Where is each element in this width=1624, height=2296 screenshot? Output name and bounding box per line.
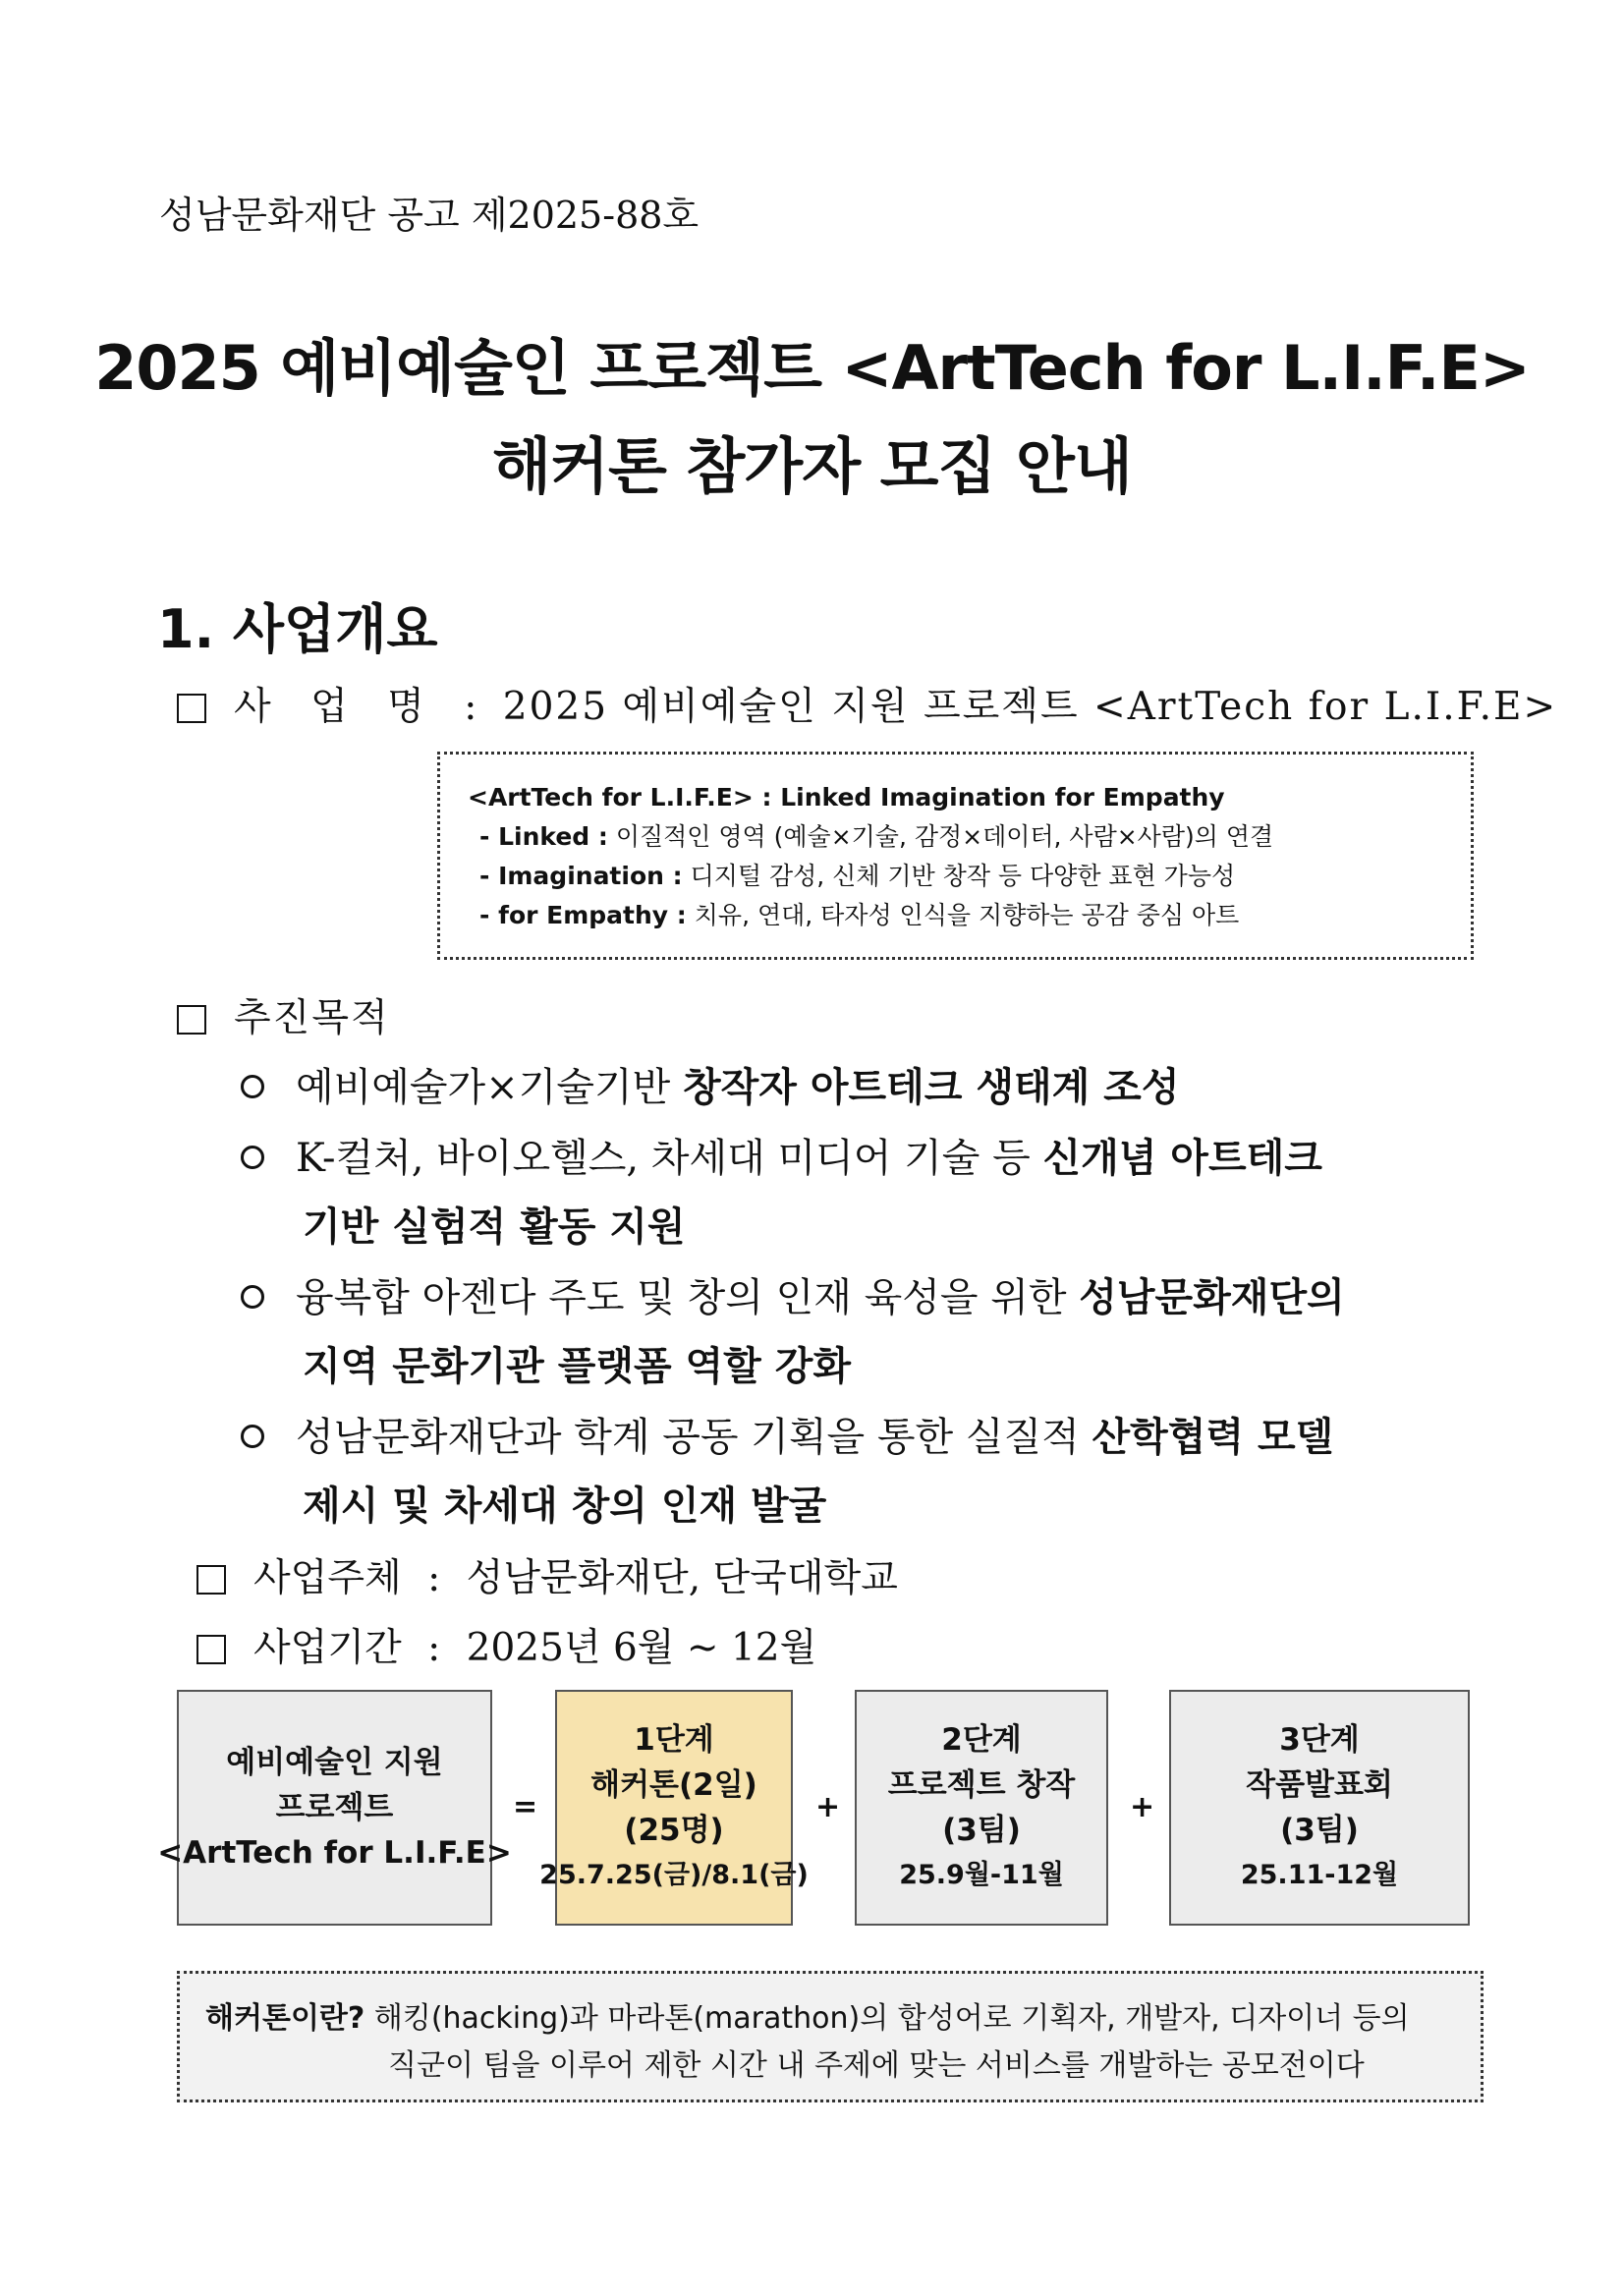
- stage3-date: 25.11-12월: [1240, 1860, 1399, 1890]
- business-name-row: [177, 676, 1557, 731]
- stage3-name: 작품발표회: [1246, 1767, 1393, 1803]
- definition-text: 디지털 감성, 신체 기반 창작 등 다양한 표현 가능성: [690, 862, 1236, 890]
- purpose-item: [241, 1406, 1333, 1462]
- stage1-box: [539, 1690, 809, 1926]
- circle-bullet-icon: [241, 1146, 264, 1169]
- host-row: [196, 1547, 898, 1602]
- purpose-item-continuation: 기반 실험적 활동 지원: [303, 1204, 686, 1250]
- program-box: [157, 1690, 512, 1926]
- stage1-date: 25.7.25(금)/8.1(금): [539, 1860, 809, 1890]
- purpose-row: [177, 987, 390, 1042]
- purpose-label: 추진목적: [234, 996, 390, 1040]
- hackathon-note-text: 해킹(hacking)과 마라톤(marathon)의 합성어로 기획자, 개발자, 디자이너 등의: [373, 2001, 1410, 2036]
- circle-bullet-icon: [241, 1075, 264, 1098]
- period-value: 2025년 6월 ~ 12월: [466, 1626, 817, 1670]
- notice-number: 성남문화재단 공고 제2025-88호: [159, 194, 700, 237]
- stage1-name: 해커톤(2일): [590, 1767, 757, 1803]
- purpose-item-emphasis: 산학협력 모델: [1092, 1415, 1334, 1460]
- plus-sign: +: [815, 1790, 841, 1824]
- purpose-item-emphasis: 신개념 아트테크: [1042, 1136, 1322, 1181]
- purpose-item: [241, 1127, 1322, 1183]
- hackathon-note-label: 해커톤이란?: [205, 2001, 365, 2036]
- business-name-value: 2025 예비예술인 지원 프로젝트 <ArtTech for L.I.F.E>: [502, 685, 1558, 729]
- stage1-title: 1단계: [634, 1722, 714, 1758]
- hackathon-note-line1: [205, 1993, 1410, 2037]
- definition-item: [468, 817, 1471, 857]
- host-label: 사업주체: [253, 1556, 402, 1600]
- checkbox-square-icon: [177, 1005, 206, 1035]
- purpose-item-continuation: 제시 및 차세대 창의 인재 발굴: [303, 1484, 827, 1529]
- business-name-label: 사 업 명: [234, 685, 438, 729]
- page-title-line1: 2025 예비예술인 프로젝트 <ArtTech for L.I.F.E>: [94, 332, 1530, 404]
- checkbox-square-icon: [196, 1635, 226, 1664]
- definition-header: <ArtTech for L.I.F.E> : Linked Imagination for Empathy: [468, 783, 1225, 812]
- stage3-title: 3단계: [1279, 1722, 1360, 1758]
- stage2-size: (3팀): [942, 1813, 1021, 1848]
- definition-key: - Linked :: [479, 822, 608, 851]
- period-row: [196, 1617, 816, 1672]
- equals-sign: =: [513, 1790, 538, 1824]
- stage2-name: 프로젝트 창작: [887, 1767, 1076, 1803]
- plus-sign: +: [1130, 1790, 1155, 1824]
- hackathon-note-box: [177, 1971, 1484, 2102]
- purpose-item: [241, 1266, 1345, 1322]
- purpose-item-emphasis: 성남문화재단의: [1079, 1275, 1345, 1320]
- purpose-item-emphasis: 창작자 아트테크 생태계 조성: [683, 1065, 1180, 1110]
- definition-key: - Imagination :: [479, 862, 683, 890]
- purpose-item-text: 융복합 아젠다 주도 및 창의 인재 육성을 위한: [296, 1275, 1080, 1320]
- purpose-item: [241, 1056, 1179, 1112]
- checkbox-square-icon: [196, 1565, 226, 1595]
- period-label: 사업기간: [253, 1626, 402, 1670]
- host-value: 성남문화재단, 단국대학교: [466, 1556, 898, 1600]
- definition-text: 치유, 연대, 타자성 인식을 지향하는 공감 중심 아트: [694, 901, 1240, 929]
- circle-bullet-icon: [241, 1285, 264, 1309]
- definition-key: - for Empathy :: [479, 901, 687, 929]
- period-separator: :: [427, 1626, 441, 1670]
- purpose-item-continuation: 지역 문화기관 플랫폼 역할 강화: [303, 1344, 852, 1389]
- host-separator: :: [427, 1556, 441, 1600]
- business-name-separator: :: [464, 685, 477, 729]
- stage3-box: [1169, 1690, 1470, 1926]
- definition-item: [468, 896, 1471, 935]
- page-title-line2: 해커톤 참가자 모집 안내: [492, 430, 1132, 502]
- stage2-box: [855, 1690, 1108, 1926]
- definition-text: 이질적인 영역 (예술×기술, 감정×데이터, 사람×사람)의 연결: [615, 822, 1274, 851]
- program-line1: 예비예술인 지원: [226, 1745, 443, 1780]
- checkbox-square-icon: [177, 694, 206, 723]
- stage2-date: 25.9월-11월: [899, 1860, 1064, 1890]
- circle-bullet-icon: [241, 1425, 264, 1448]
- definition-box: [437, 752, 1474, 960]
- purpose-item-text: K-컬처, 바이오헬스, 차세대 미디어 기술 등: [296, 1136, 1043, 1181]
- stage1-size: (25명): [624, 1813, 724, 1848]
- stage2-title: 2단계: [941, 1722, 1022, 1758]
- program-line2: 프로젝트: [275, 1790, 394, 1825]
- definition-item: [468, 857, 1471, 896]
- purpose-item-text: 예비예술가×기술기반: [296, 1065, 683, 1110]
- section-heading: 1. 사업개요: [157, 598, 438, 660]
- hackathon-note-line2: 직군이 팀을 이루어 제한 시간 내 주제에 맞는 서비스를 개발하는 공모전이다: [388, 2048, 1365, 2083]
- program-line3: <ArtTech for L.I.F.E>: [157, 1835, 512, 1871]
- stage3-size: (3팀): [1280, 1813, 1359, 1848]
- purpose-item-text: 성남문화재단과 학계 공동 기획을 통한 실질적: [296, 1415, 1092, 1460]
